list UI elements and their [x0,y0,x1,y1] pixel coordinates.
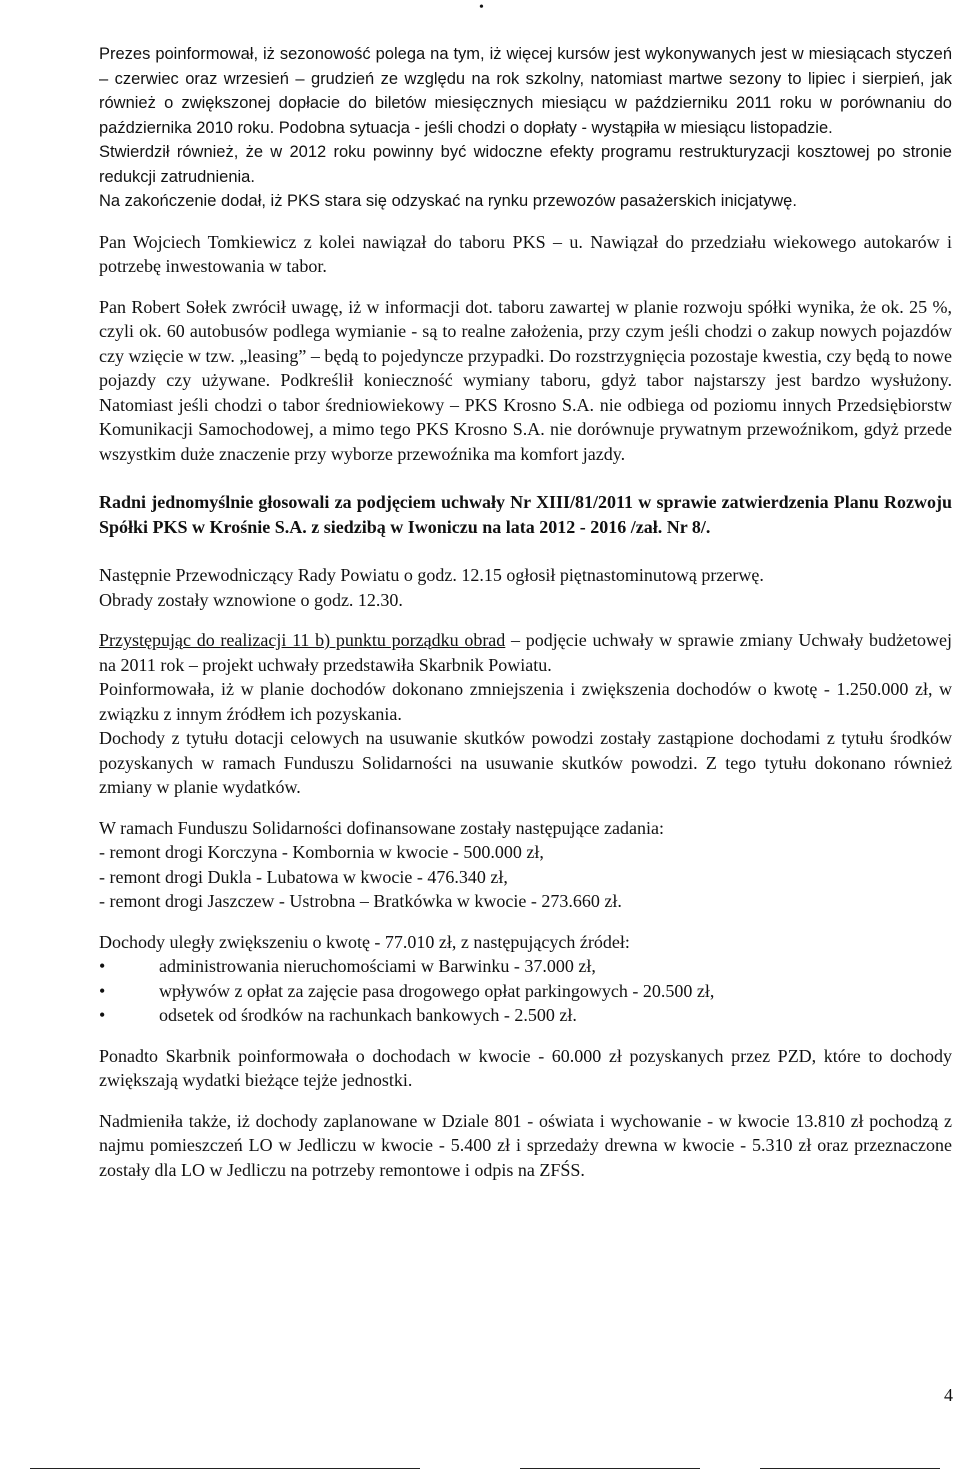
paragraph-4: Pan Wojciech Tomkiewicz z kolei nawiązał do taboru PKS – u. Nawiązał do przedziału wiekowego autokarów i potrzebę inwestowania w tabor. [99,231,952,276]
paragraph-15: Nadmieniła także, iż dochody zaplanowane w Dziale 801 - oświata i wychowanie - w kwocie 13.810 zł pochodzą z najmu pomieszczeń LO w Jedliczu w kwocie - 5.400 zł i sprzedaży drewna w kwocie - 5.310 zł oraz przeznaczone zostały dla LO w Jedliczu na potrzeby remontowe i odpis na ZFŚS. [99,1110,952,1180]
paragraph-11: Dochody z tytułu dotacji celowych na usuwanie skutków powodzi zostały zastąpione dochodami z tytułu środków pozyskanych w ramach Funduszu Solidarności na usuwanie skutków powodzi. Z tego tytułu dokonano również zmiany w planie wydatków. [99,728,952,797]
list-item: • odsetek od środków na rachunkach bankowych - 2.500 zł. [99,1003,952,1028]
footer-rule [30,1468,420,1469]
task-line-1: - remont drogi Korczyna - Kombornia w kwocie - 500.000 zł, [99,842,544,862]
list-item: • wpływów z opłat za zajęcie pasa drogowego opłat parkingowych - 20.500 zł, [99,979,952,1004]
footer-rule [520,1468,700,1469]
paragraph-agenda-item [99,628,952,677]
resolution-paragraph: Radni jednomyślnie głosowali za podjęciem uchwały Nr XIII/81/2011 w sprawie zatwierdzenia Planu Rozwoju Spółki PKS w Krośnie S.A. z siedzibą w Iwoniczu na lata 2012 - 2016 /zał. Nr 8/. [99,492,952,537]
paragraph-break-announcement: Następnie Przewodniczący Rady Powiatu o godz. 12.15 ogłosił piętnastominutową przerwę. [99,565,764,585]
paragraph-13: Dochody uległy zwiększeniu o kwotę - 77.010 zł, z następujących źródeł: [99,931,630,952]
agenda-item-rest: – podjęcie uchwały w sprawie zmiany Uchwały budżetowej na 2011 rok – projekt uchwały przedstawiła Skarbnik Powiatu. [99,630,952,675]
paragraph-2: Stwierdził również, że w 2012 roku powinny być widoczne efekty programu restrukturyzacji kosztowej po stronie redukcji zatrudnienia. [99,143,952,186]
task-line-3: - remont drogi Jaszczew - Ustrobna – Bratkówka w kwocie - 273.660 zł. [99,891,622,911]
scan-mark: • [479,0,484,15]
income-sources-list [99,954,952,1028]
footer-rule [760,1468,940,1469]
paragraph-resumed: Obrady zostały wznowione o godz. 12.30. [99,589,403,610]
paragraph-1: Prezes poinformował, iż sezonowość polega na tym, iż więcej kursów jest wykonywanych jest w miesiącach styczeń – czerwiec oraz wrzesień – grudzień ze względu na rok szkolny, natomiast martwe sezony to lipiec i sierpień, jak również o zwiększonej dopłacie do biletów miesięcznych miesiącu w październiku 2011 roku w porównaniu do października 2010 roku. Podobna sytuacja - jeśli chodzi o dopłaty - wystąpiła w miesiącu listopadzie. [99,45,952,137]
paragraph-5: Pan Robert Sołek zwrócił uwagę, iż w informacji dot. taboru zawartej w planie rozwoju spółki wynika, że ok. 25 %, czyli ok. 60 autobusów podlega wymianie - są to realne założenia, przy czym jeśli chodzi o zakup nowych pojazdów czy wzięcie w tzw. „leasing” – będą to pojedyncze przypadki. Do rozstrzygnięcia pozostaje kwestia, czy będą to nowe pojazdy czy używane. Podkreślił konieczność wymiany taboru, gdyż tabor najstarszy jest bardzo wysłużony. Natomiast jeśli chodzi o tabor średniowiekowy – PKS Krosno S.A. nie odbiega od poziomu innych Przedsiębiorstw Komunikacji Samochodowej, a mimo tego PKS Krosno S.A. nie dorównuje prywatnym przewoźnikom, gdyż przede wszystkim duże znaczenie przy wyborze przewoźnika ma komfort jazdy. [99,296,952,464]
agenda-item-underlined: Przystępując do realizacji 11 b) punktu porządku obrad [99,630,506,650]
page-number: 4 [944,1385,953,1405]
paragraph-14: Ponadto Skarbnik poinformowała o dochodach w kwocie - 60.000 zł pozyskanych przez PZD, które to dochody zwiększają wydatki bieżące tejże jednostki. [99,1045,952,1090]
document-page [99,42,952,1182]
task-line-2: - remont drogi Dukla - Lubatowa w kwocie - 476.340 zł, [99,866,508,887]
paragraph-12: W ramach Funduszu Solidarności dofinansowane zostały następujące zadania: [99,817,664,838]
list-item: • administrowania nieruchomościami w Barwinku - 37.000 zł, [99,954,952,979]
paragraph-3: Na zakończenie dodał, iż PKS stara się odzyskać na rynku przewozów pasażerskich inicjatywę. [99,192,797,210]
paragraph-10: Poinformowała, iż w planie dochodów dokonano zmniejszenia i zwiększenia dochodów o kwotę - 1.250.000 zł, w związku z innym źródłem ich pozyskania. [99,679,952,724]
